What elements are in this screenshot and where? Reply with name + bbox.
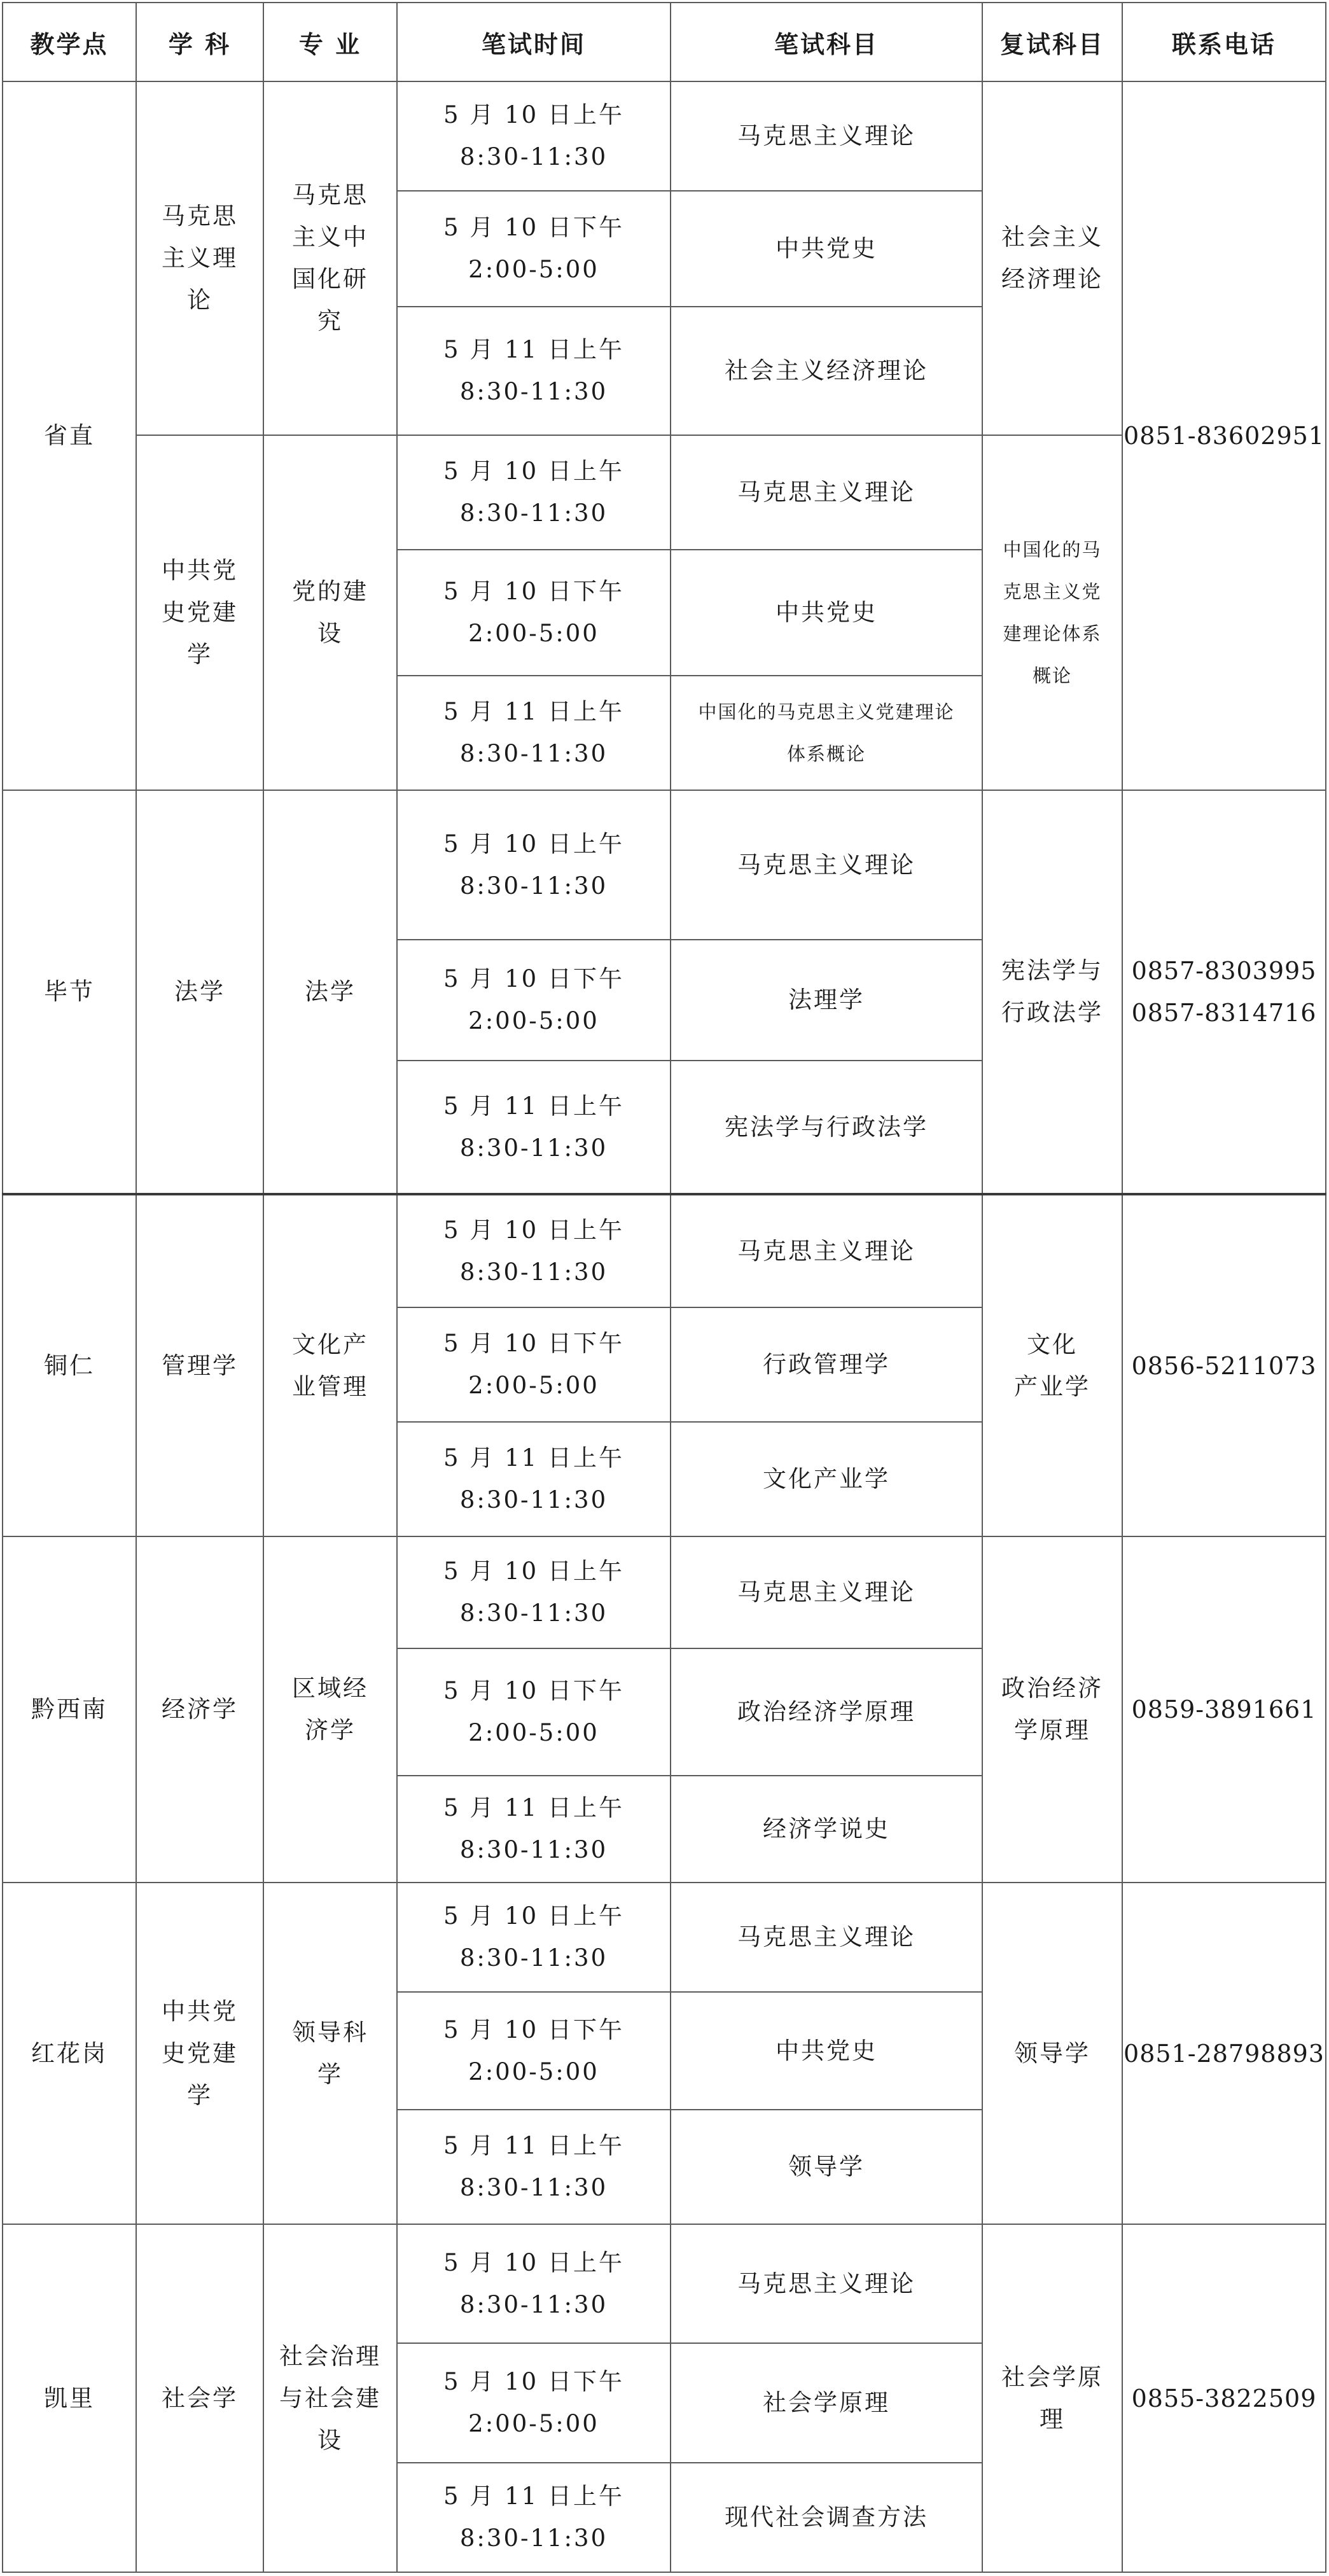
subject-cell: 社会学 (136, 2224, 263, 2572)
exam-subject-cell: 政治经济学原理 (671, 1648, 982, 1776)
exam-subject-cell: 马克思主义理论 (671, 1883, 982, 1992)
table-row (3, 2224, 1326, 2343)
subject-cell: 管理学 (136, 1194, 263, 1536)
exam-time-cell: 5 月 10 日上午 8:30-11:30 (397, 1536, 671, 1648)
phone-cell: 0851-83602951 (1122, 81, 1326, 790)
exam-subject-cell: 马克思主义理论 (671, 435, 982, 550)
site-cell: 铜仁 (3, 1194, 136, 1536)
site-cell: 省直 (3, 81, 136, 790)
exam-time-cell: 5 月 10 日上午 8:30-11:30 (397, 2224, 671, 2343)
site-cell: 毕节 (3, 790, 136, 1194)
header-major: 专 业 (263, 3, 397, 81)
table-row (3, 1194, 1326, 1307)
table-row (3, 790, 1326, 940)
header-row (3, 3, 1326, 81)
exam-subject-cell: 中共党史 (671, 550, 982, 676)
table-row (3, 81, 1326, 191)
exam-subject-cell: 中国化的马克思主义党建理论 体系概论 (671, 676, 982, 790)
subject-cell: 中共党 史党建 学 (136, 1883, 263, 2224)
major-cell: 区域经 济学 (263, 1536, 397, 1883)
header-exam-subject: 笔试科目 (671, 3, 982, 81)
exam-subject-cell: 马克思主义理论 (671, 81, 982, 191)
subject-cell: 法学 (136, 790, 263, 1194)
subject-cell: 经济学 (136, 1536, 263, 1883)
exam-subject-cell: 社会主义经济理论 (671, 307, 982, 435)
header-site: 教学点 (3, 3, 136, 81)
retest-cell: 宪法学与 行政法学 (982, 790, 1122, 1194)
major-cell: 社会治理 与社会建 设 (263, 2224, 397, 2572)
exam-time-cell: 5 月 10 日下午 2:00-5:00 (397, 1992, 671, 2110)
exam-time-cell: 5 月 10 日下午 2:00-5:00 (397, 2343, 671, 2463)
exam-subject-cell: 现代社会调查方法 (671, 2463, 982, 2572)
exam-subject-cell: 马克思主义理论 (671, 2224, 982, 2343)
table-row (3, 1883, 1326, 1992)
exam-subject-cell: 行政管理学 (671, 1307, 982, 1422)
major-cell: 文化产 业管理 (263, 1194, 397, 1536)
header-subject: 学 科 (136, 3, 263, 81)
exam-subject-cell: 领导学 (671, 2110, 982, 2224)
retest-cell: 文化 产业学 (982, 1194, 1122, 1536)
exam-subject-cell: 马克思主义理论 (671, 1194, 982, 1307)
subject-cell: 马克思 主义理 论 (136, 81, 263, 435)
phone-cell: 0859-3891661 (1122, 1536, 1326, 1883)
exam-time-cell: 5 月 10 日下午 2:00-5:00 (397, 940, 671, 1061)
exam-time-cell: 5 月 10 日下午 2:00-5:00 (397, 550, 671, 676)
header-exam-time: 笔试时间 (397, 3, 671, 81)
exam-time-cell: 5 月 10 日下午 2:00-5:00 (397, 1648, 671, 1776)
exam-subject-cell: 马克思主义理论 (671, 1536, 982, 1648)
exam-time-cell: 5 月 11 日上午 8:30-11:30 (397, 1422, 671, 1536)
retest-cell: 领导学 (982, 1883, 1122, 2224)
exam-subject-cell: 文化产业学 (671, 1422, 982, 1536)
retest-cell: 中国化的马 克思主义党 建理论体系 概论 (982, 435, 1122, 790)
phone-cell: 0855-3822509 (1122, 2224, 1326, 2572)
exam-time-cell: 5 月 10 日上午 8:30-11:30 (397, 1194, 671, 1307)
phone-cell: 0851-28798893 (1122, 1883, 1326, 2224)
exam-subject-cell: 中共党史 (671, 1992, 982, 2110)
exam-subject-cell: 中共党史 (671, 191, 982, 307)
major-cell: 法学 (263, 790, 397, 1194)
exam-time-cell: 5 月 11 日上午 8:30-11:30 (397, 1061, 671, 1194)
exam-time-cell: 5 月 11 日上午 8:30-11:30 (397, 307, 671, 435)
header-phone: 联系电话 (1122, 3, 1326, 81)
exam-schedule-table (2, 2, 1326, 2573)
phone-cell: 0856-5211073 (1122, 1194, 1326, 1536)
exam-subject-cell: 宪法学与行政法学 (671, 1061, 982, 1194)
site-cell: 红花岗 (3, 1883, 136, 2224)
exam-time-cell: 5 月 10 日上午 8:30-11:30 (397, 1883, 671, 1992)
exam-time-cell: 5 月 10 日下午 2:00-5:00 (397, 1307, 671, 1422)
exam-subject-cell: 社会学原理 (671, 2343, 982, 2463)
exam-time-cell: 5 月 10 日上午 8:30-11:30 (397, 81, 671, 191)
retest-cell: 政治经济 学原理 (982, 1536, 1122, 1883)
site-cell: 黔西南 (3, 1536, 136, 1883)
site-cell: 凯里 (3, 2224, 136, 2572)
exam-subject-cell: 法理学 (671, 940, 982, 1061)
exam-time-cell: 5 月 10 日下午 2:00-5:00 (397, 191, 671, 307)
major-cell: 领导科 学 (263, 1883, 397, 2224)
major-cell: 党的建 设 (263, 435, 397, 790)
header-retest-subject: 复试科目 (982, 3, 1122, 81)
exam-time-cell: 5 月 11 日上午 8:30-11:30 (397, 2463, 671, 2572)
exam-time-cell: 5 月 10 日上午 8:30-11:30 (397, 435, 671, 550)
exam-subject-cell: 马克思主义理论 (671, 790, 982, 940)
exam-time-cell: 5 月 11 日上午 8:30-11:30 (397, 1776, 671, 1883)
retest-cell: 社会学原 理 (982, 2224, 1122, 2572)
table-row (3, 1536, 1326, 1648)
subject-cell: 中共党 史党建 学 (136, 435, 263, 790)
phone-cell: 0857-8303995 0857-8314716 (1122, 790, 1326, 1194)
major-cell: 马克思 主义中 国化研 究 (263, 81, 397, 435)
exam-time-cell: 5 月 11 日上午 8:30-11:30 (397, 2110, 671, 2224)
retest-cell: 社会主义 经济理论 (982, 81, 1122, 435)
exam-time-cell: 5 月 11 日上午 8:30-11:30 (397, 676, 671, 790)
exam-subject-cell: 经济学说史 (671, 1776, 982, 1883)
exam-time-cell: 5 月 10 日上午 8:30-11:30 (397, 790, 671, 940)
